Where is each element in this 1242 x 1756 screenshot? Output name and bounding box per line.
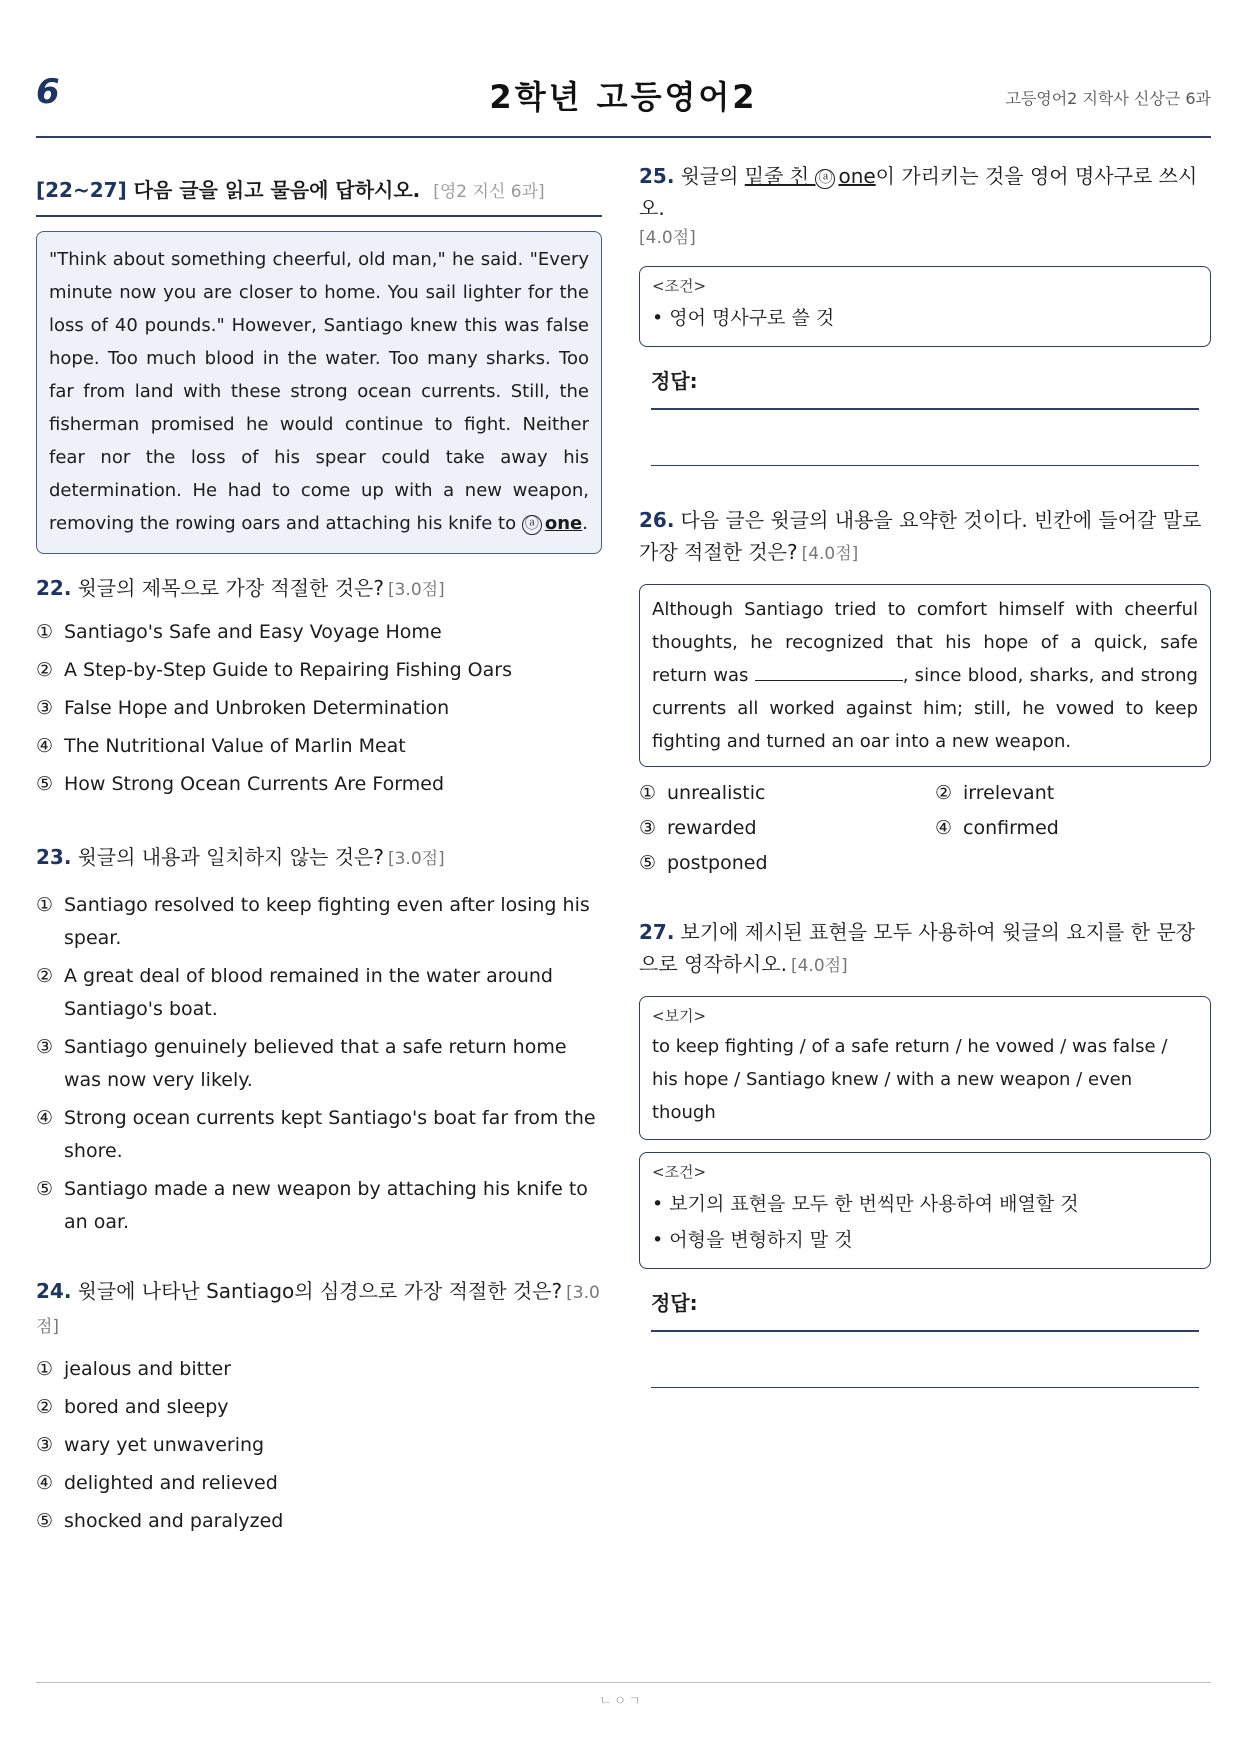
question-25-points: [4.0점] [639,228,696,248]
option-text: Strong ocean currents kept Santiago's boat far from the shore. [64,1107,596,1162]
marker-a-icon: ⓐ [815,169,835,189]
summary-pre: Although Santiago tried to comfort himself with cheerful thoughts, he recognized that his hope of a quick, safe return was [652,599,1198,686]
option-text: The Nutritional Value of Marlin Meat [64,735,406,757]
question-23-title [36,841,602,875]
option[interactable] [935,812,1211,845]
question-25-condition-box [639,266,1211,347]
condition-label: <조건> [652,277,707,295]
option-marker: ① [36,621,54,643]
question-27-answer-area[interactable] [651,1287,1199,1388]
option-marker: ④ [36,1107,54,1129]
question-22-text: 윗글의 제목으로 가장 적절한 것은? [77,576,384,600]
question-25-number: 25. [639,164,675,188]
question-22-number: 22. [36,576,72,600]
question-22 [36,572,602,801]
option-text: How Strong Ocean Currents Are Formed [64,773,445,795]
question-24-title [36,1275,602,1343]
option-text: Santiago resolved to keep fighting even after losing his spear. [64,894,590,949]
option[interactable] [935,777,1211,810]
question-26 [639,504,1211,880]
option[interactable] [36,768,602,801]
option-marker: ① [36,894,54,916]
option-text: irrelevant [963,782,1055,804]
question-24-points: [3.0점] [36,1283,600,1337]
answer-label: 정답: [651,365,1199,410]
option-marker: ③ [639,817,657,839]
option-marker: ④ [36,735,54,757]
question-26-options [639,777,1211,880]
option-marker: ① [639,782,657,804]
option-text: A Step-by-Step Guide to Repairing Fishing Oars [64,659,512,681]
option-marker: ② [36,1396,54,1418]
option[interactable] [639,812,935,845]
option-marker: ② [36,659,54,681]
summary-post: , since blood, sharks, and strong currents all worked against him; still, he vowed to keep fighting and turned an oar into a new weapon. [652,665,1198,752]
option[interactable] [639,847,935,880]
page-header [36,62,1211,138]
option-text: postponed [667,852,768,874]
option[interactable] [36,1505,602,1538]
question-27-text: 보기에 제시된 표현을 모두 사용하여 윗글의 요지를 한 문장으로 영작하시오. [639,920,1195,976]
option-text: Santiago genuinely believed that a safe return home was now very likely. [64,1036,567,1091]
condition-item: • 어형을 변형하지 말 것 [652,1229,853,1251]
option-text: rewarded [667,817,757,839]
option-marker: ③ [36,697,54,719]
answer-label: 정답: [651,1287,1199,1332]
option-text: delighted and relieved [64,1472,278,1494]
question-27-example-box [639,996,1211,1140]
page-subtitle: 고등영어2 지학사 신상근 6과 [1005,89,1211,108]
question-26-title [639,504,1211,570]
group-source: [영2 지신 6과] [433,182,545,202]
question-23-options [36,889,602,1239]
answer-line[interactable] [651,410,1199,466]
option-text: Santiago's Safe and Easy Voyage Home [64,621,442,643]
option[interactable] [36,692,602,725]
page-number: 6 [36,72,60,112]
question-22-options [36,616,602,801]
condition-label: <조건> [652,1163,707,1181]
passage-target-word: one [544,513,583,534]
option-text: A great deal of blood remained in the water around Santiago's boat. [64,965,553,1020]
question-26-text: 다음 글은 윗글의 내용을 요약한 것이다. 빈칸에 들어갈 말로 가장 적절한 것은? [639,508,1202,564]
question-23-points: [3.0점] [387,849,445,869]
option-marker: ⑤ [639,852,657,874]
group-heading [36,174,602,217]
option-text: False Hope and Unbroken Determination [64,697,450,719]
page-title: 2학년 고등영어2 [489,78,758,116]
option[interactable] [639,777,935,810]
answer-line[interactable] [651,1332,1199,1388]
option[interactable] [36,889,602,955]
question-22-title [36,572,602,606]
option-text: jealous and bitter [64,1358,232,1380]
option[interactable] [36,1467,602,1500]
option-marker: ⑤ [36,773,54,795]
passage-text: "Think about something cheerful, old man," he said. "Every minute now you are closer to home. You sail lighter for the loss of 40 pounds." However, Santiago knew this was false hope. Too much blood in the water. Too many sharks. Too far from land with these strong ocean currents. Still, the fisherman promised he would continue to fight. Neither fear nor the loss of his spear could take away his determination. He had to come up with a new weapon, removing the rowing oars and attaching his knife to [49,249,589,534]
condition-item: • 보기의 표현을 모두 한 번씩만 사용하여 배열할 것 [652,1193,1079,1215]
option-text: shocked and paralyzed [64,1510,284,1532]
question-26-number: 26. [639,508,675,532]
marker-a-icon: ⓐ [522,515,542,535]
question-24-number: 24. [36,1279,72,1303]
option[interactable] [36,730,602,763]
question-25-text-post: 이 가리키는 것을 영어 명사구로 쓰시오. [639,164,1198,220]
question-26-summary-box [639,584,1211,767]
question-27-title [639,916,1211,982]
question-25 [639,160,1211,466]
option-marker: ④ [935,817,953,839]
question-27-number: 27. [639,920,675,944]
question-25-answer-area[interactable] [651,365,1199,466]
left-column [36,160,602,1543]
question-23-text: 윗글의 내용과 일치하지 않는 것은? [77,845,384,869]
condition-item: • 영어 명사구로 쓸 것 [652,307,835,329]
option[interactable] [36,1391,602,1424]
question-27-points: [4.0점] [790,956,848,976]
option[interactable] [36,960,602,1026]
question-26-points: [4.0점] [801,544,859,564]
example-text: to keep fighting / of a safe return / he vowed / was false / his hope / Santiago knew / with a new weapon / even though [652,1036,1168,1123]
option-marker: ① [36,1358,54,1380]
option[interactable] [36,616,602,649]
option-marker: ④ [36,1472,54,1494]
question-25-underlined [745,164,876,188]
question-25-underlined-b: one [838,164,876,188]
option-text: unrealistic [667,782,766,804]
right-column [639,160,1211,1388]
option-text: bored and sleepy [64,1396,229,1418]
question-25-text-pre: 윗글의 [680,164,745,188]
reading-passage [36,231,602,554]
option-text: Santiago made a new weapon by attaching his knife to an oar. [64,1178,588,1233]
footer-divider [36,1682,1211,1683]
option-marker: ⑤ [36,1178,54,1200]
option[interactable] [36,1031,602,1097]
option-marker: ⑤ [36,1510,54,1532]
question-24 [36,1275,602,1538]
option-text: wary yet unwavering [64,1434,265,1456]
option-marker: ② [36,965,54,987]
question-24-text: 윗글에 나타난 Santiago의 심경으로 가장 적절한 것은? [77,1279,563,1303]
question-27 [639,916,1211,1388]
question-22-points: [3.0점] [387,580,445,600]
option-marker: ③ [36,1036,54,1058]
option[interactable] [36,1353,602,1386]
group-instruction: 다음 글을 읽고 물음에 답하시오. [133,178,421,202]
footer-mark: ㄴㅇㄱ [599,1694,643,1709]
option-marker: ② [935,782,953,804]
option[interactable] [36,1173,602,1239]
option-text: confirmed [963,817,1059,839]
option[interactable] [36,1102,602,1168]
question-27-condition-box [639,1152,1211,1269]
question-range: [22~27] [36,178,127,202]
passage-end: . [582,513,588,534]
question-24-options [36,1353,602,1538]
question-25-underlined-a: 밑줄 친 [744,164,816,188]
option-marker: ③ [36,1434,54,1456]
question-23-number: 23. [36,845,72,869]
summary-blank[interactable] [755,663,903,681]
question-25-title [639,160,1211,224]
option[interactable] [36,654,602,687]
example-label: <보기> [652,1007,707,1025]
summary-text [652,593,1198,758]
question-23 [36,841,602,1239]
option[interactable] [36,1429,602,1462]
